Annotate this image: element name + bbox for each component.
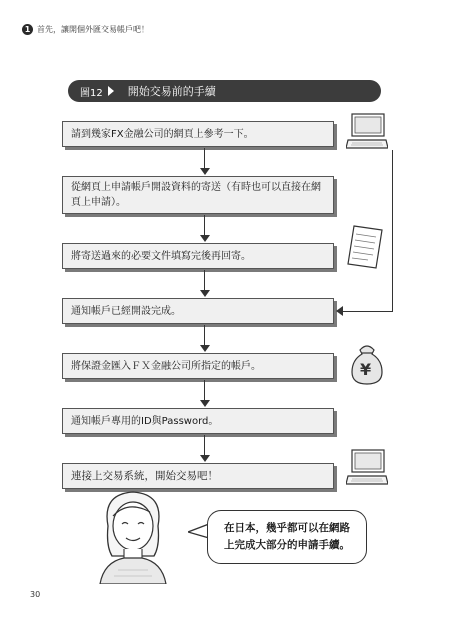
figure-title-bar [68, 80, 381, 102]
flow-step-1 [62, 121, 334, 147]
page-number: 30 [30, 590, 41, 599]
arrow-down-icon [200, 455, 210, 462]
arrow-down-icon [200, 345, 210, 352]
flow-step-text: 通知帳戶專用的ID與Password。 [71, 415, 219, 427]
header-title: 首先，讓開個外匯交易帳戶吧！ [37, 24, 149, 34]
speech-bubble-line-1: 在日本，幾乎都可以在網路 [224, 522, 350, 534]
money-bag-icon [346, 340, 388, 386]
flow-step-text: 連接上交易系統，開始交易吧！ [71, 469, 218, 482]
flow-step-3 [62, 243, 334, 269]
flow-connector [204, 435, 205, 456]
flow-step-5 [62, 353, 334, 379]
flow-connector [204, 325, 205, 346]
woman-illustration [88, 486, 178, 584]
arrow-down-icon [200, 400, 210, 407]
side-return-line [342, 311, 393, 312]
page-header [22, 22, 149, 36]
speech-bubble [207, 510, 367, 564]
flow-step-6 [62, 408, 334, 434]
arrow-down-icon [200, 235, 210, 242]
figure-number: 圖12 [80, 87, 103, 99]
flow-step-text: 將寄送過來的必要文件填寫完後再回寄。 [71, 250, 251, 262]
document-icon [346, 224, 386, 270]
flow-connector [204, 148, 205, 169]
flow-step-text: 請到幾家FX金融公司的網頁上參考一下。 [71, 128, 254, 140]
flow-step-4 [62, 298, 334, 324]
flow-step-text: 從網頁上申請帳戶開設資料的寄送（有時也可以直接在網頁上申請）。 [71, 182, 321, 208]
laptop-icon [346, 112, 388, 152]
arrow-down-icon [200, 168, 210, 175]
flow-step-text: 通知帳戶已經開設完成。 [71, 305, 181, 317]
figure-arrow-icon [108, 86, 114, 96]
flow-connector [204, 380, 205, 401]
arrow-down-icon [200, 290, 210, 297]
side-return-line [392, 150, 393, 312]
flow-step-text: 將保證金匯入ＦＸ金融公司所指定的帳戶。 [71, 360, 261, 372]
flow-step-2 [62, 176, 334, 214]
arrow-left-icon [336, 306, 343, 316]
speech-bubble-line-2: 上完成大部分的申請手續。 [224, 539, 350, 551]
chapter-badge: 1 [22, 24, 33, 35]
figure-title: 開始交易前的手續 [127, 85, 216, 98]
flow-connector [204, 270, 205, 291]
flow-connector [204, 215, 205, 236]
laptop-icon [346, 448, 388, 488]
yen-symbol: ¥ [360, 360, 372, 379]
